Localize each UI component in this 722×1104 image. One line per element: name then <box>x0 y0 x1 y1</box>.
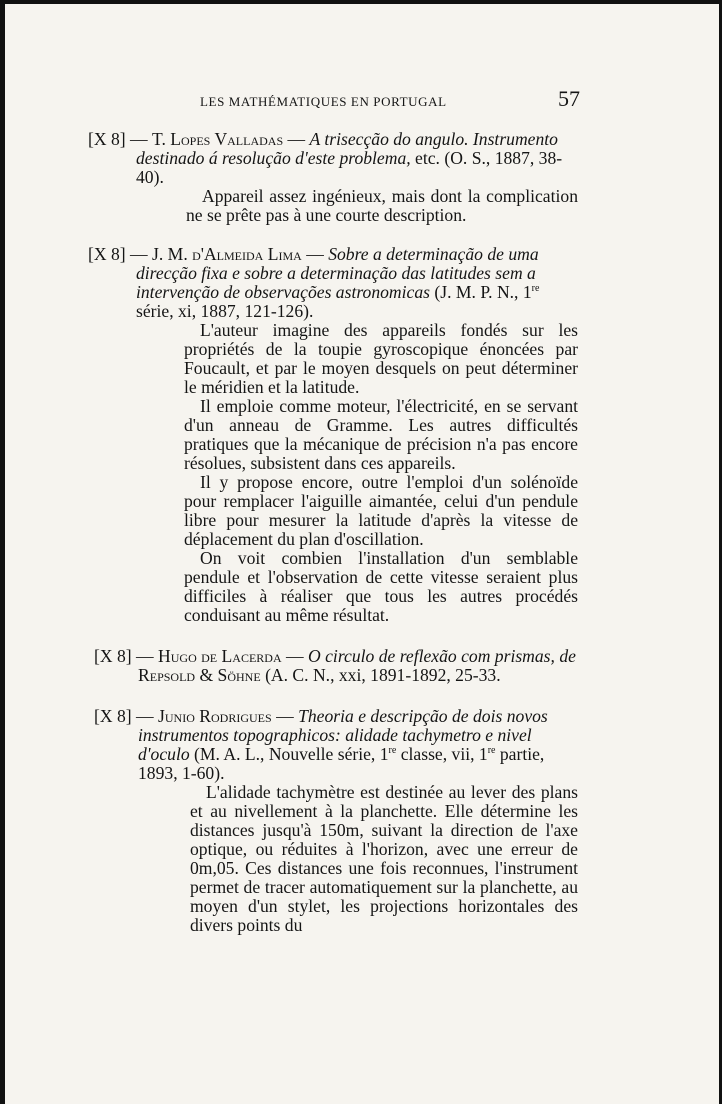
entry-paragraph: On voit combien l'installation d'un semblable pendule et l'observation de cette vitesse seraient plus difficiles à réaliser que tous les autres procédés conduisant au même résultat. <box>184 548 578 625</box>
entry-citation-end: série, xi, 1887, 121-126). <box>136 301 314 321</box>
header-title: LES MATHÉMATIQUES EN PORTUGAL <box>200 94 447 109</box>
entry-paragraph: Appareil assez ingénieux, mais dont la complication ne se prête pas à une courte description. <box>186 186 578 225</box>
entry-dash: — <box>271 706 299 726</box>
entry-title: Theoria e descripção de dois novos instrumentos topographicos: alidade tachymetro e nivel d'oculo <box>138 706 548 764</box>
bibliography-entry <box>88 647 578 685</box>
entry-code: [X 8] — <box>88 129 148 149</box>
entry-author: T. Lopes Valladas <box>152 129 284 149</box>
entry-dash: — <box>281 646 309 666</box>
entry-citation-sup: re <box>487 745 496 757</box>
entry-citation-start: (M. A. L., Nouvelle série, 1 <box>189 744 389 764</box>
entry-description <box>94 783 578 935</box>
entry-paragraph: L'alidade tachymètre est destinée au lever des plans et au nivellement à la planchette. Elle détermine les distances jusqu'à 150m, suivant la direction de l'axe optique, ou réduites à l'horizon, avec une erreur de 0m,05. Ces distances une fois reconnues, l'instrument permet de tracer automatiquement sur la planchette, au moyen d'un stylet, les projections horizontales des divers points du <box>190 782 578 935</box>
bibliography-entry <box>88 245 578 625</box>
page-number: 57 <box>558 86 580 111</box>
entry-heading <box>88 130 578 187</box>
bibliography-entry <box>88 130 578 225</box>
entry-code: [X 8] — <box>94 706 154 726</box>
entry-dash: — <box>301 244 329 264</box>
entry-code: [X 8] — <box>94 646 154 666</box>
entry-heading <box>94 707 578 783</box>
entry-citation-sup: re <box>531 283 540 295</box>
entry-citation-end: partie, 1893, 1-60). <box>138 744 545 783</box>
entry-maker: Repsold & Söhne <box>138 665 261 685</box>
running-header <box>200 86 580 114</box>
entry-citation-middle: classe, vii, 1 <box>396 744 488 764</box>
entry-title: A trisecção do angulo. Instrumento destinado á resolução d'este problema, <box>136 129 558 168</box>
entry-heading <box>88 245 578 321</box>
entry-description <box>88 321 578 625</box>
entry-citation: (O. S., 1887, 38-40). <box>136 148 563 187</box>
entry-citation-sup: re <box>388 745 397 757</box>
entry-citation: (A. C. N., xxi, 1891-1892, 25-33. <box>260 665 501 685</box>
entry-author: Junio Rodrigues <box>158 706 272 726</box>
entry-title-suffix: etc. <box>410 148 440 168</box>
entry-author: J. M. d'Almeida Lima <box>152 244 302 264</box>
entry-paragraph: Il emploie comme moteur, l'électricité, en se servant d'un anneau de Gramme. Les autres difficultés pratiques que la mécanique de précision n'a pas encore résolues, subsistent dans ces appareils. <box>184 396 578 473</box>
entry-dash: — <box>283 129 310 149</box>
entry-description <box>88 187 578 225</box>
entry-title: O circulo de reflexão com prismas, de <box>308 646 576 666</box>
entry-code: [X 8] — <box>88 244 148 264</box>
entry-paragraph: Il y propose encore, outre l'emploi d'un solénoïde pour remplacer l'aiguille aimantée, celui d'un pendule libre pour mesurer la latitude d'après la vitesse de déplacement du plan d'oscillation. <box>184 472 578 549</box>
entry-title: Sobre a determinação de uma direcção fixa e sobre a determinação das latitudes sem a intervenção de observações astronomicas <box>136 244 539 302</box>
entry-heading <box>94 647 578 685</box>
page-body <box>88 124 578 935</box>
entry-citation-start: (J. M. P. N., 1 <box>429 282 532 302</box>
entry-author: Hugo de Lacerda <box>158 646 282 666</box>
entry-paragraph: L'auteur imagine des appareils fondés sur les propriétés de la toupie gyroscopique énoncées par Foucault, et par le moyen desquels on peut déterminer le méridien et la latitude. <box>184 320 578 397</box>
bibliography-entry <box>88 707 578 935</box>
